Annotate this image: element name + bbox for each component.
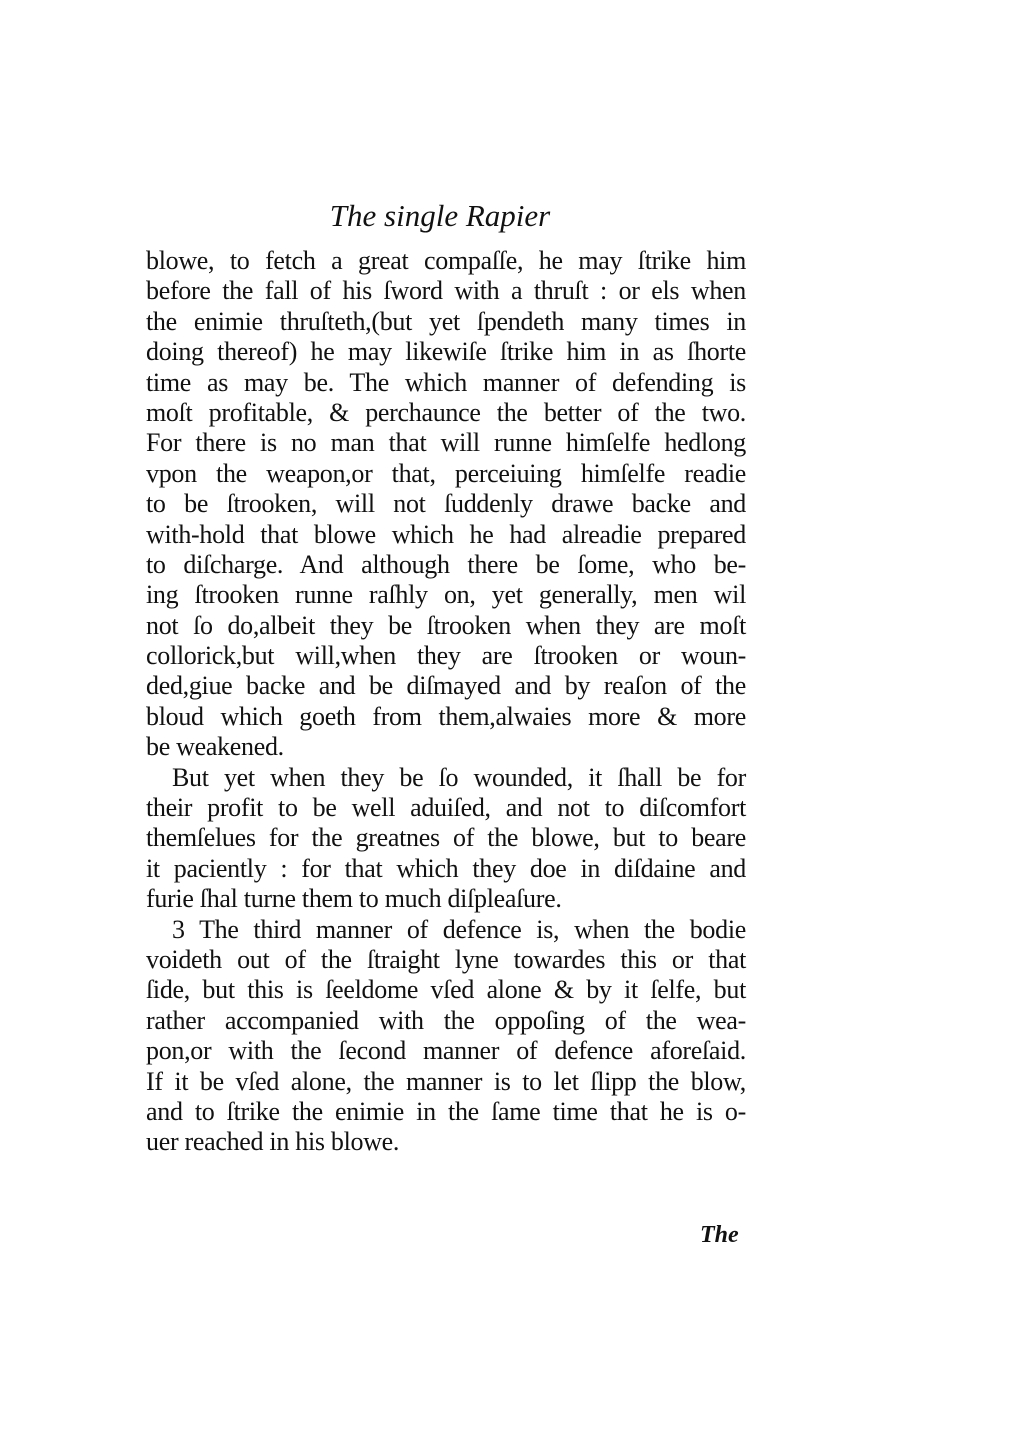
text-line: pon,or with the ſecond manner of defence aforeſaid. xyxy=(146,1036,746,1066)
paragraph-end-line: be weakened. xyxy=(146,732,284,762)
text-line: bloud which goeth from them,alwaies more & more xyxy=(146,701,746,731)
text-line: to diſcharge. And although there be ſome, who be- xyxy=(146,549,746,579)
text-line: time as may be. The which manner of defending is xyxy=(146,367,746,397)
text-line: it paciently : for that which they doe in diſdaine and xyxy=(146,853,746,883)
text-line: with-hold that blowe which he had alreadie prepared xyxy=(146,519,746,549)
body-text xyxy=(146,246,746,1158)
text-line: collorick,but will,when they are ſtrooken or woun- xyxy=(146,641,746,671)
catchword: The xyxy=(700,1222,739,1248)
text-line: If it be vſed alone, the manner is to let ſlipp the blow, xyxy=(146,1066,746,1096)
text-line: moſt profitable, & perchaunce the better of the two. xyxy=(146,397,746,427)
text-line: doing thereof) he may likewiſe ſtrike him in as ſhorte xyxy=(146,337,746,367)
text-line: not ſo do,albeit they be ſtrooken when they are moſt xyxy=(146,610,746,640)
text-line: rather accompanied with the oppoſing of the wea- xyxy=(146,1005,746,1035)
text-line: vpon the weapon,or that, perceiuing himſelfe readie xyxy=(146,458,746,488)
text-line: For there is no man that will runne himſelfe hedlong xyxy=(146,428,746,458)
running-head: The single Rapier xyxy=(329,198,551,233)
text-line: ing ſtrooken runne raſhly on, yet generally, men wil xyxy=(146,580,746,610)
paragraph-end-line: uer reached in his blowe. xyxy=(146,1127,400,1157)
text-line: blowe, to fetch a great compaſſe, he may ſtrike him xyxy=(146,246,746,275)
text-line: before the fall of his ſword with a thruſt : or els when xyxy=(146,276,746,306)
text-line: voideth out of the ſtraight lyne towardes this or that xyxy=(146,944,746,974)
text-line: and to ſtrike the enimie in the ſame time that he is o- xyxy=(146,1096,746,1126)
text-line: the enimie thruſteth,(but yet ſpendeth many times in xyxy=(146,306,746,336)
text-line: their profit to be well aduiſed, and not to diſcomfort xyxy=(146,793,746,823)
text-line: 3 The third manner of defence is, when the bodie xyxy=(172,914,746,944)
text-line: ded,giue backe and be diſmayed and by reaſon of the xyxy=(146,671,746,701)
text-line: themſelues for the greatnes of the blowe, but to beare xyxy=(146,823,746,853)
text-line: But yet when they be ſo wounded, it ſhall be for xyxy=(172,762,746,792)
paragraph-end-line: furie ſhal turne them to much diſpleaſure. xyxy=(146,884,562,914)
text-line: ſide, but this is ſeeldome vſed alone & by it ſelfe, but xyxy=(146,975,746,1005)
text-line: to be ſtrooken, will not ſuddenly drawe backe and xyxy=(146,489,746,519)
